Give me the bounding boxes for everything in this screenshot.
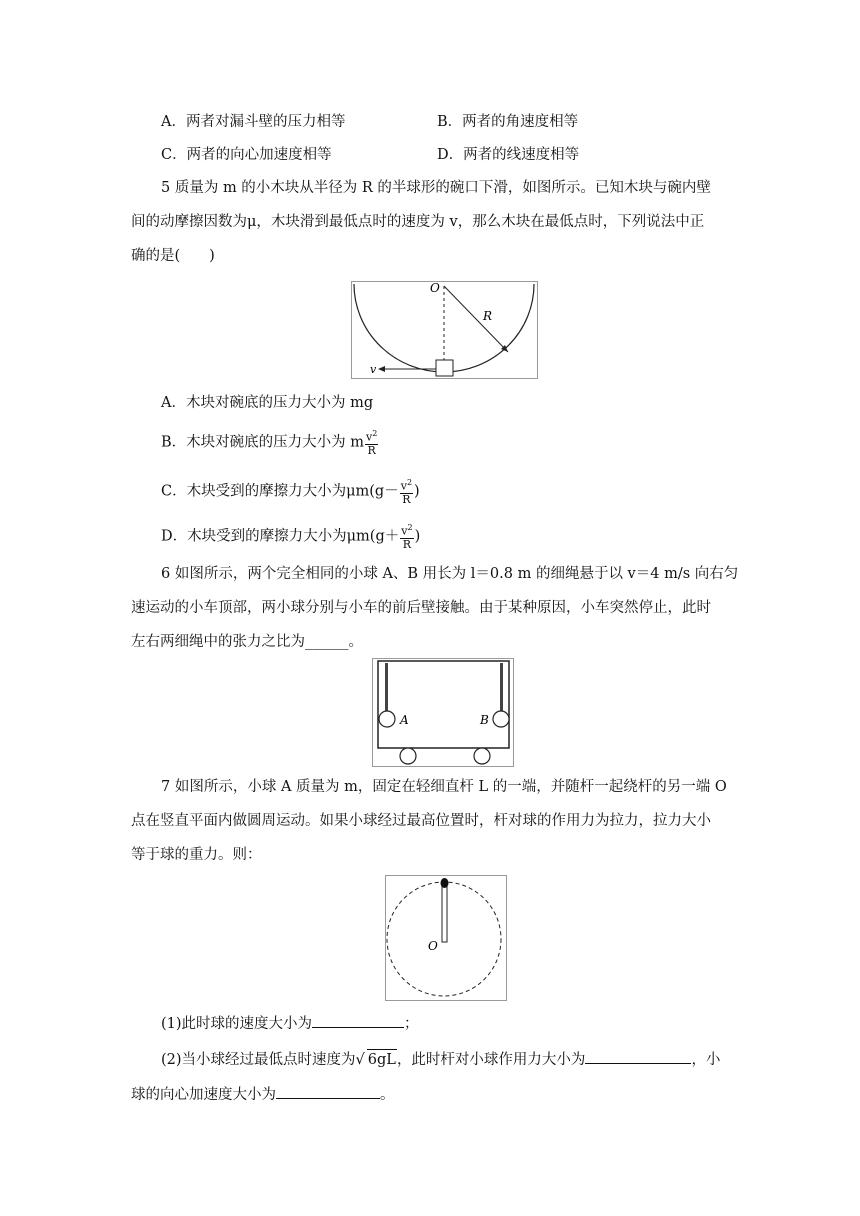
q7-stem-line2: 点在竖直平面内做圆周运动。如果小球经过最高位置时，杆对球的作用力为拉力，拉力大小 [131, 813, 711, 829]
label-r: R [483, 309, 493, 323]
label-v: v [370, 363, 377, 376]
q4-option-d: D．两者的线速度相等 [437, 147, 580, 163]
string-b [500, 663, 503, 711]
q5-option-c-text: C．木块受到的摩擦力大小为μm(g－ [161, 483, 399, 500]
fraction-v2-over-r: $\frac{v^2}{R}$ [400, 478, 413, 506]
q5-option-b-text: B．木块对碗底的压力大小为 m [161, 434, 365, 451]
wheel-right [474, 748, 490, 764]
q7-circle-figure [385, 875, 507, 1001]
sqrt-6gl: 6gL [367, 1049, 397, 1070]
ball-b [493, 711, 509, 727]
answer-blank [312, 1013, 404, 1028]
q6-stem-line3: 左右两细绳中的张力之比为______。 [131, 634, 363, 650]
wood-block [436, 360, 453, 376]
q4-option-c: C．两者的向心加速度相等 [161, 147, 332, 163]
label-b: B [480, 713, 489, 727]
label-o: O [428, 939, 438, 953]
q5-option-d-text: D．木块受到的摩擦力大小为μm(g＋ [161, 528, 400, 545]
label-a: A [400, 713, 409, 727]
q5-option-d: D．木块受到的摩擦力大小为μm(g＋ $\frac{v^2}{R}$ ) [161, 523, 421, 551]
q5-stem-line3: 确的是( ) [131, 248, 215, 264]
cart-body [378, 661, 509, 748]
wheel-left [400, 748, 416, 764]
q6-cart-diagram [373, 659, 513, 766]
answer-blank [276, 1084, 380, 1099]
velocity-arrowhead [378, 366, 385, 372]
ball-at-top [441, 878, 449, 888]
q5-option-b [161, 428, 379, 457]
light-rod [442, 883, 447, 942]
q5-option-a: A．木块对碗底的压力大小为 mg [161, 395, 374, 411]
q7-stem-line3: 等于球的重力。则： [131, 847, 262, 863]
q7-sub1: (1)此时球的速度大小为 ； [161, 1013, 419, 1034]
q4-option-a: A．两者对漏斗壁的压力相等 [161, 114, 346, 130]
q6-stem-line1: 6 如图所示，两个完全相同的小球 A、B 用长为 l＝0.8 m 的细绳悬于以 v＝4 m/s 向右匀 [161, 566, 739, 582]
q7-sub2-line2: 球的向心加速度大小为 。 [131, 1084, 395, 1105]
label-o: O [430, 282, 440, 295]
q5-option-c: C．木块受到的摩擦力大小为μm(g－ $\frac{v^2}{R}$ ) [161, 478, 420, 506]
ball-a [379, 711, 395, 727]
answer-blank [585, 1049, 691, 1064]
fraction-v2-over-r: $\frac{v^2}{R}$ [401, 523, 413, 551]
string-a [385, 663, 388, 711]
q4-option-b: B．两者的角速度相等 [437, 114, 579, 130]
q5-stem-line2: 间的动摩擦因数为μ，木块滑到最低点时的速度为 v，那么木块在最低点时，下列说法中正 [131, 214, 705, 230]
sqrt-sign: √ [355, 1052, 365, 1068]
q6-stem-line2: 速运动的小车顶部，两小球分别与小车的前后壁接触。由于某种原因，小车突然停止，此时 [131, 600, 711, 616]
q7-sub2: (2)当小球经过最低点时速度为√ 6gL，此时杆对小球作用力大小为 ，小 [161, 1049, 720, 1070]
q5-bowl-figure [351, 281, 538, 379]
fraction-v2-over-r: $\frac{v^2}{R}$ [366, 429, 378, 457]
q5-bowl-diagram [352, 282, 537, 378]
q6-cart-figure [372, 658, 514, 767]
radius-line [444, 286, 508, 352]
q5-stem-line1: 5 质量为 m 的小木块从半径为 R 的半球形的碗口下滑，如图所示。已知木块与碗内壁 [161, 180, 711, 196]
q7-rod-diagram [386, 876, 506, 1000]
q7-stem-line1: 7 如图所示，小球 A 质量为 m，固定在轻细直杆 L 的一端，并随杆一起绕杆的另一端 O [161, 779, 727, 795]
